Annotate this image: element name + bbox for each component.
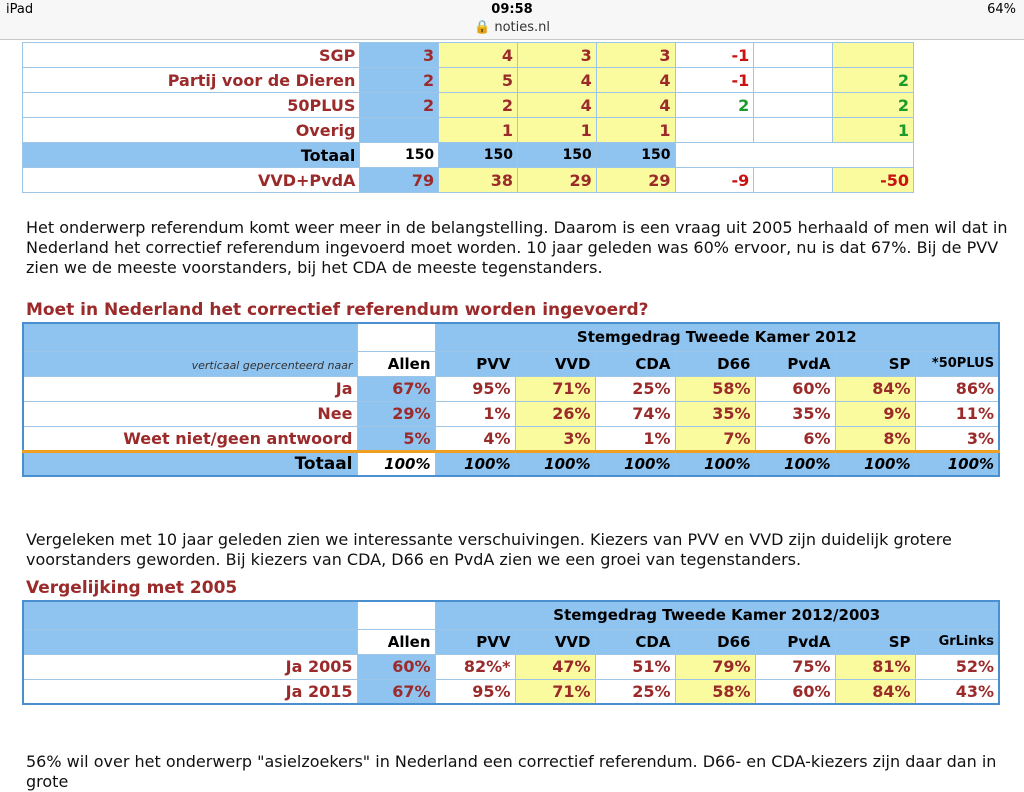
cell: 3% — [915, 426, 999, 451]
cell — [675, 118, 754, 143]
cell: 29 — [517, 168, 596, 193]
page-content — [0, 40, 1024, 791]
cell: 100% — [675, 451, 755, 476]
table-row — [23, 93, 914, 118]
cell — [754, 68, 833, 93]
row-label: Ja 2005 — [23, 654, 357, 679]
cell: 100% — [595, 451, 675, 476]
clock: 09:58 — [491, 2, 533, 17]
cell — [754, 118, 833, 143]
column-header: PVV — [435, 629, 515, 654]
cell — [360, 118, 439, 143]
row-label: Overig — [23, 118, 360, 143]
url-text: noties.nl — [494, 20, 550, 35]
battery-level: 64% — [987, 2, 1016, 17]
cell: 3 — [360, 43, 439, 68]
row-label: SGP — [23, 43, 360, 68]
section-title-comparison: Vergelijking met 2005 — [26, 578, 238, 598]
cell: 2 — [360, 68, 439, 93]
cell: 71% — [515, 679, 595, 704]
cell: 47% — [515, 654, 595, 679]
url-bar[interactable] — [0, 20, 1024, 40]
table-header-row — [23, 601, 999, 629]
cell: 43% — [915, 679, 999, 704]
column-header: VVD — [515, 351, 595, 376]
row-label: Totaal — [23, 451, 357, 476]
cell: 26% — [515, 401, 595, 426]
cell: 4% — [435, 426, 515, 451]
cell: 7% — [675, 426, 755, 451]
cell: 58% — [675, 376, 755, 401]
cell: 1 — [596, 118, 675, 143]
cell: 100% — [835, 451, 915, 476]
comparison-table — [22, 600, 1000, 705]
cell: 4 — [439, 43, 518, 68]
cell: 100% — [515, 451, 595, 476]
cell: 86% — [915, 376, 999, 401]
cell: 2 — [833, 93, 914, 118]
table-row — [23, 401, 999, 426]
cell: 150 — [596, 143, 675, 168]
cell: 67% — [357, 679, 435, 704]
cell — [23, 323, 357, 351]
referendum-table — [22, 322, 1000, 477]
cell: 3 — [517, 43, 596, 68]
cell: 1 — [439, 118, 518, 143]
percent-note: verticaal gepercenteerd naar — [191, 358, 353, 372]
cell: 1 — [833, 118, 914, 143]
cell: 82%* — [435, 654, 515, 679]
cell: 4 — [596, 93, 675, 118]
cell: 4 — [517, 68, 596, 93]
cell — [833, 43, 914, 68]
cell: 2 — [439, 93, 518, 118]
cell: 74% — [595, 401, 675, 426]
cell — [23, 629, 357, 654]
paragraph-asylum: 56% wil over het onderwerp "asielzoekers" in Nederland een correctief referendum. D66- en CDA-kiezers zijn daar dan in grote — [26, 752, 997, 791]
column-header: *50PLUS — [915, 351, 999, 376]
cell: 100% — [357, 451, 435, 476]
column-header: GrLinks — [915, 629, 999, 654]
table-row — [23, 143, 914, 168]
cell: -1 — [675, 43, 754, 68]
cell: 2 — [675, 93, 754, 118]
cell: 38 — [439, 168, 518, 193]
cell: 71% — [515, 376, 595, 401]
cell — [754, 168, 833, 193]
column-header: PvdA — [755, 629, 835, 654]
row-label: Ja 2015 — [23, 679, 357, 704]
cell: 2 — [833, 68, 914, 93]
cell: 150 — [439, 143, 518, 168]
row-label: VVD+PvdA — [23, 168, 360, 193]
column-header: PvdA — [755, 351, 835, 376]
cell: 79% — [675, 654, 755, 679]
cell: 1 — [517, 118, 596, 143]
cell: 25% — [595, 376, 675, 401]
status-bar — [0, 0, 1024, 20]
column-header: SP — [835, 351, 915, 376]
cell: 8% — [835, 426, 915, 451]
table-row — [23, 376, 999, 401]
row-label: Nee — [23, 401, 357, 426]
column-header: Allen — [357, 351, 435, 376]
cell: 60% — [357, 654, 435, 679]
column-header: SP — [835, 629, 915, 654]
row-label: Weet niet/geen antwoord — [23, 426, 357, 451]
cell: 95% — [435, 376, 515, 401]
cell: 51% — [595, 654, 675, 679]
cell: 100% — [755, 451, 835, 476]
table-row — [23, 68, 914, 93]
column-header: D66 — [675, 629, 755, 654]
cell: 1% — [435, 401, 515, 426]
column-header-row — [23, 629, 999, 654]
cell: 25% — [595, 679, 675, 704]
cell — [754, 43, 833, 68]
cell: 2 — [360, 93, 439, 118]
group-header: Stemgedrag Tweede Kamer 2012 — [435, 323, 999, 351]
cell: 35% — [755, 401, 835, 426]
table-row — [23, 426, 999, 451]
cell: 60% — [755, 679, 835, 704]
column-header: CDA — [595, 629, 675, 654]
cell — [357, 323, 435, 351]
cell — [754, 93, 833, 118]
cell: 100% — [435, 451, 515, 476]
cell — [357, 601, 435, 629]
cell: 150 — [360, 143, 439, 168]
column-header: D66 — [675, 351, 755, 376]
row-label: Ja — [23, 376, 357, 401]
cell: 29 — [596, 168, 675, 193]
table-row — [23, 654, 999, 679]
cell: 81% — [835, 654, 915, 679]
cell: 5% — [357, 426, 435, 451]
row-label: 50PLUS — [23, 93, 360, 118]
paragraph-referendum: Het onderwerp referendum komt weer meer in de belangstelling. Daarom is een vraag uit 2005 herhaald of men wil dat in Nederland het correctief referendum ingevoerd moet worden. 10 jaar geleden was 60% ervoor, nu is dat 67%. Bij de PVV zien we de meeste voorstanders, bij het CDA de meeste tegenstanders. — [26, 218, 1008, 277]
cell: -9 — [675, 168, 754, 193]
cell: 150 — [517, 143, 596, 168]
cell: -1 — [675, 68, 754, 93]
cell: 29% — [357, 401, 435, 426]
device-label: iPad — [6, 2, 34, 17]
table-row — [23, 118, 914, 143]
cell: 4 — [596, 68, 675, 93]
cell: 75% — [755, 654, 835, 679]
column-header: VVD — [515, 629, 595, 654]
cell: 84% — [835, 679, 915, 704]
cell — [23, 601, 357, 629]
row-label: Totaal — [23, 143, 360, 168]
cell: -50 — [833, 168, 914, 193]
cell: 52% — [915, 654, 999, 679]
cell: 3 — [596, 43, 675, 68]
cell: 35% — [675, 401, 755, 426]
total-row — [23, 451, 999, 476]
column-header: CDA — [595, 351, 675, 376]
cell: 11% — [915, 401, 999, 426]
cell: 3% — [515, 426, 595, 451]
group-header: Stemgedrag Tweede Kamer 2012/2003 — [435, 601, 999, 629]
cell: 60% — [755, 376, 835, 401]
column-header: PVV — [435, 351, 515, 376]
column-header-row — [23, 351, 999, 376]
cell: 84% — [835, 376, 915, 401]
row-label: Partij voor de Dieren — [23, 68, 360, 93]
table-row — [23, 679, 999, 704]
cell: 5 — [439, 68, 518, 93]
seat-table — [22, 42, 914, 193]
cell: 4 — [517, 93, 596, 118]
cell: 67% — [357, 376, 435, 401]
table-row — [23, 168, 914, 193]
column-header: Allen — [357, 629, 435, 654]
cell: 9% — [835, 401, 915, 426]
cell: 6% — [755, 426, 835, 451]
table-row — [23, 43, 914, 68]
table-header-row — [23, 323, 999, 351]
cell: 100% — [915, 451, 999, 476]
cell: 1% — [595, 426, 675, 451]
cell: 95% — [435, 679, 515, 704]
cell: 58% — [675, 679, 755, 704]
paragraph-comparison: Vergeleken met 10 jaar geleden zien we interessante verschuivingen. Kiezers van PVV en VVD zijn duidelijk grotere voorstanders geworden. Bij kiezers van CDA, D66 en PvdA zien we een groei van tegenstanders. — [26, 530, 952, 569]
cell: 79 — [360, 168, 439, 193]
section-title-referendum: Moet in Nederland het correctief referendum worden ingevoerd? — [26, 300, 649, 320]
cell — [675, 143, 913, 168]
lock-icon: 🔒 — [474, 20, 491, 35]
